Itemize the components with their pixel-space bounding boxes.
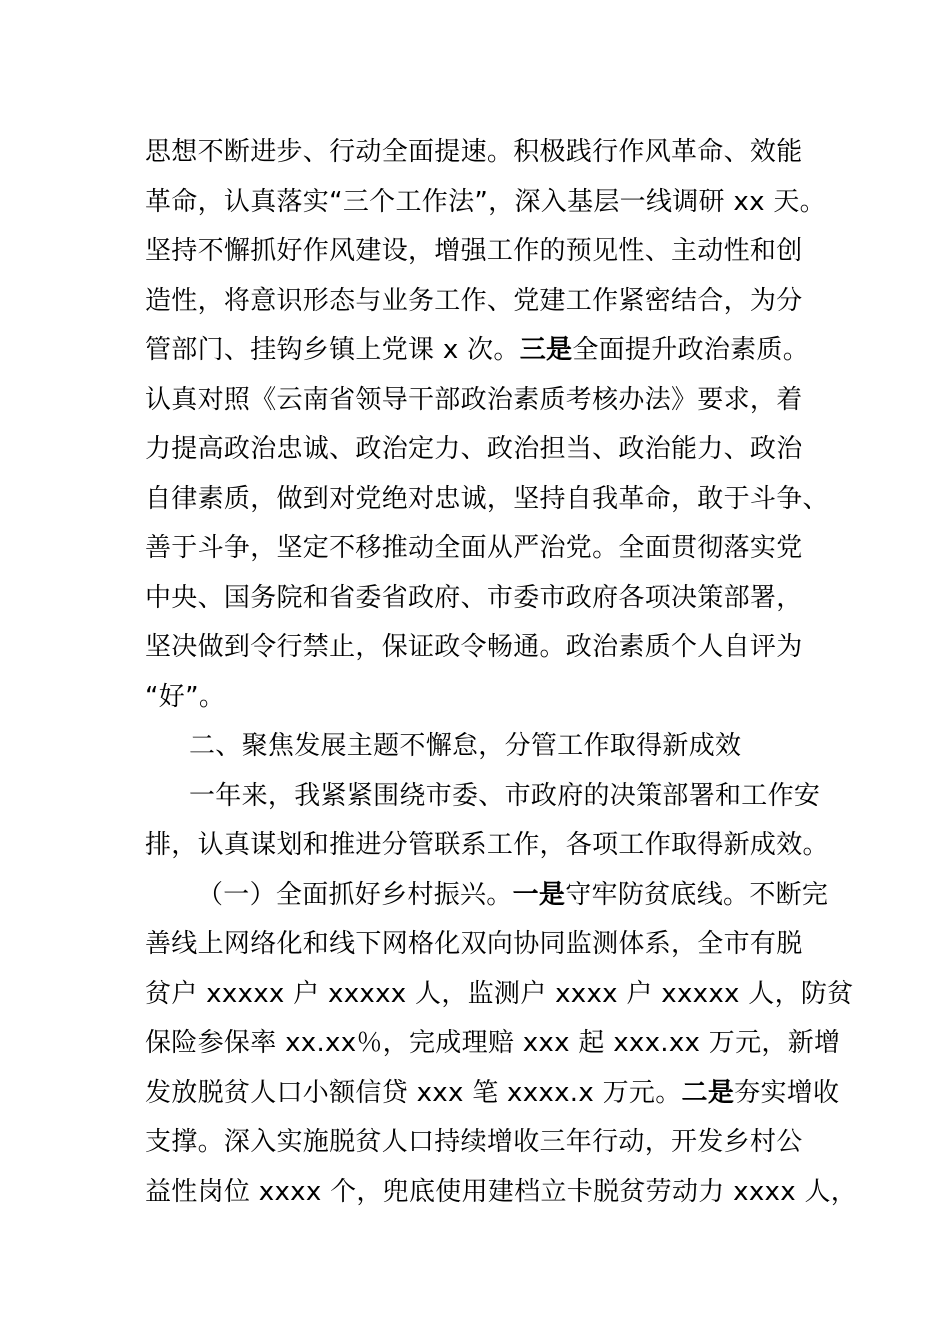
line-text: （一）全面抓好乡村振兴。 (197, 879, 513, 910)
line-text: 认真对照《云南省领导干部政治素质考核办法》要求，着 (145, 384, 803, 415)
paragraph-line (145, 1118, 815, 1168)
document-body (145, 128, 858, 1217)
line-text: 力提高政治忠诚、政治定力、政治担当、政治能力、政治 (145, 434, 803, 464)
line-text: 夯实增收 (734, 1077, 840, 1108)
line-text: 中央、国务院和省委省政府、市委市政府各项决策部署， (145, 582, 803, 613)
line-text: 思想不断进步、行动全面提速。积极践行作风革命、效能 (145, 137, 803, 167)
line-text: 守牢防贫底线。不断完 (565, 879, 829, 910)
line-text: “好”。 (145, 681, 226, 712)
line-text: 贫户 xxxxx 户 xxxxx 人，监测户 xxxx 户 xxxxx 人，防贫 (145, 978, 854, 1009)
paragraph-line (145, 1019, 841, 1069)
paragraph-line (145, 772, 821, 822)
paragraph-line (145, 970, 854, 1020)
line-text: 排，认真谋划和推进分管联系工作，各项工作取得新成效。 (145, 830, 829, 860)
line-text: 坚决做到令行禁止，保证政令畅通。政治素质个人自评为 (145, 632, 803, 662)
paragraph-line (145, 128, 815, 178)
line-text: 管部门、挂钩乡镇上党课 x 次。 (145, 335, 520, 365)
subsection-line (145, 871, 829, 921)
line-text: 全面提升政治素质。 (572, 335, 810, 365)
paragraph-line (145, 623, 815, 673)
paragraph-line (145, 524, 815, 574)
line-text: 发放脱贫人口小额信贷 xxx 笔 xxxx.x 万元。 (145, 1077, 682, 1108)
paragraph-line (145, 178, 826, 228)
line-text: 善线上网络化和线下网格化双向协同监测体系，全市有脱 (145, 929, 803, 959)
bold-marker: 一是 (512, 879, 566, 910)
paragraph-line (145, 821, 829, 871)
bold-marker: 二是 (681, 1077, 735, 1108)
paragraph-line (145, 1069, 840, 1119)
line-text: 自律素质，做到对党绝对忠诚，坚持自我革命，敢于斗争、 (145, 483, 829, 514)
paragraph-line (145, 277, 815, 327)
line-text: 保险参保率 xx.xx％，完成理赔 xxx 起 xxx.xx 万元，新增 (145, 1028, 841, 1058)
heading-text: 二、聚焦发展主题不懈怠，分管工作取得新成效 (189, 731, 742, 761)
line-text: 一年来，我紧紧围绕市委、市政府的决策部署和工作安 (189, 780, 821, 811)
paragraph-line (145, 475, 829, 525)
line-text: 造性，将意识形态与业务工作、党建工作紧密结合，为分 (145, 285, 803, 316)
line-text: 革命，认真落实“三个工作法”，深入基层一线调研 xx 天。 (145, 186, 826, 217)
paragraph-line (145, 574, 815, 624)
paragraph-line (145, 425, 815, 475)
line-text: 支撑。深入实施脱贫人口持续增收三年行动，开发乡村公 (145, 1127, 803, 1157)
line-text: 善于斗争，坚定不移推动全面从严治党。全面贯彻落实党 (145, 533, 803, 563)
paragraph-line (145, 227, 815, 277)
paragraph-line (145, 326, 815, 376)
line-text: 益性岗位 xxxx 个，兜底使用建档立卡脱贫劳动力 xxxx 人， (145, 1176, 858, 1207)
paragraph-line (145, 920, 815, 970)
paragraph-line (145, 376, 815, 426)
bold-marker: 三是 (519, 335, 573, 365)
line-text: 坚持不懈抓好作风建设，增强工作的预见性、主动性和创 (145, 236, 803, 266)
section-heading (145, 722, 815, 772)
paragraph-line (145, 1168, 858, 1218)
paragraph-line (145, 673, 815, 723)
